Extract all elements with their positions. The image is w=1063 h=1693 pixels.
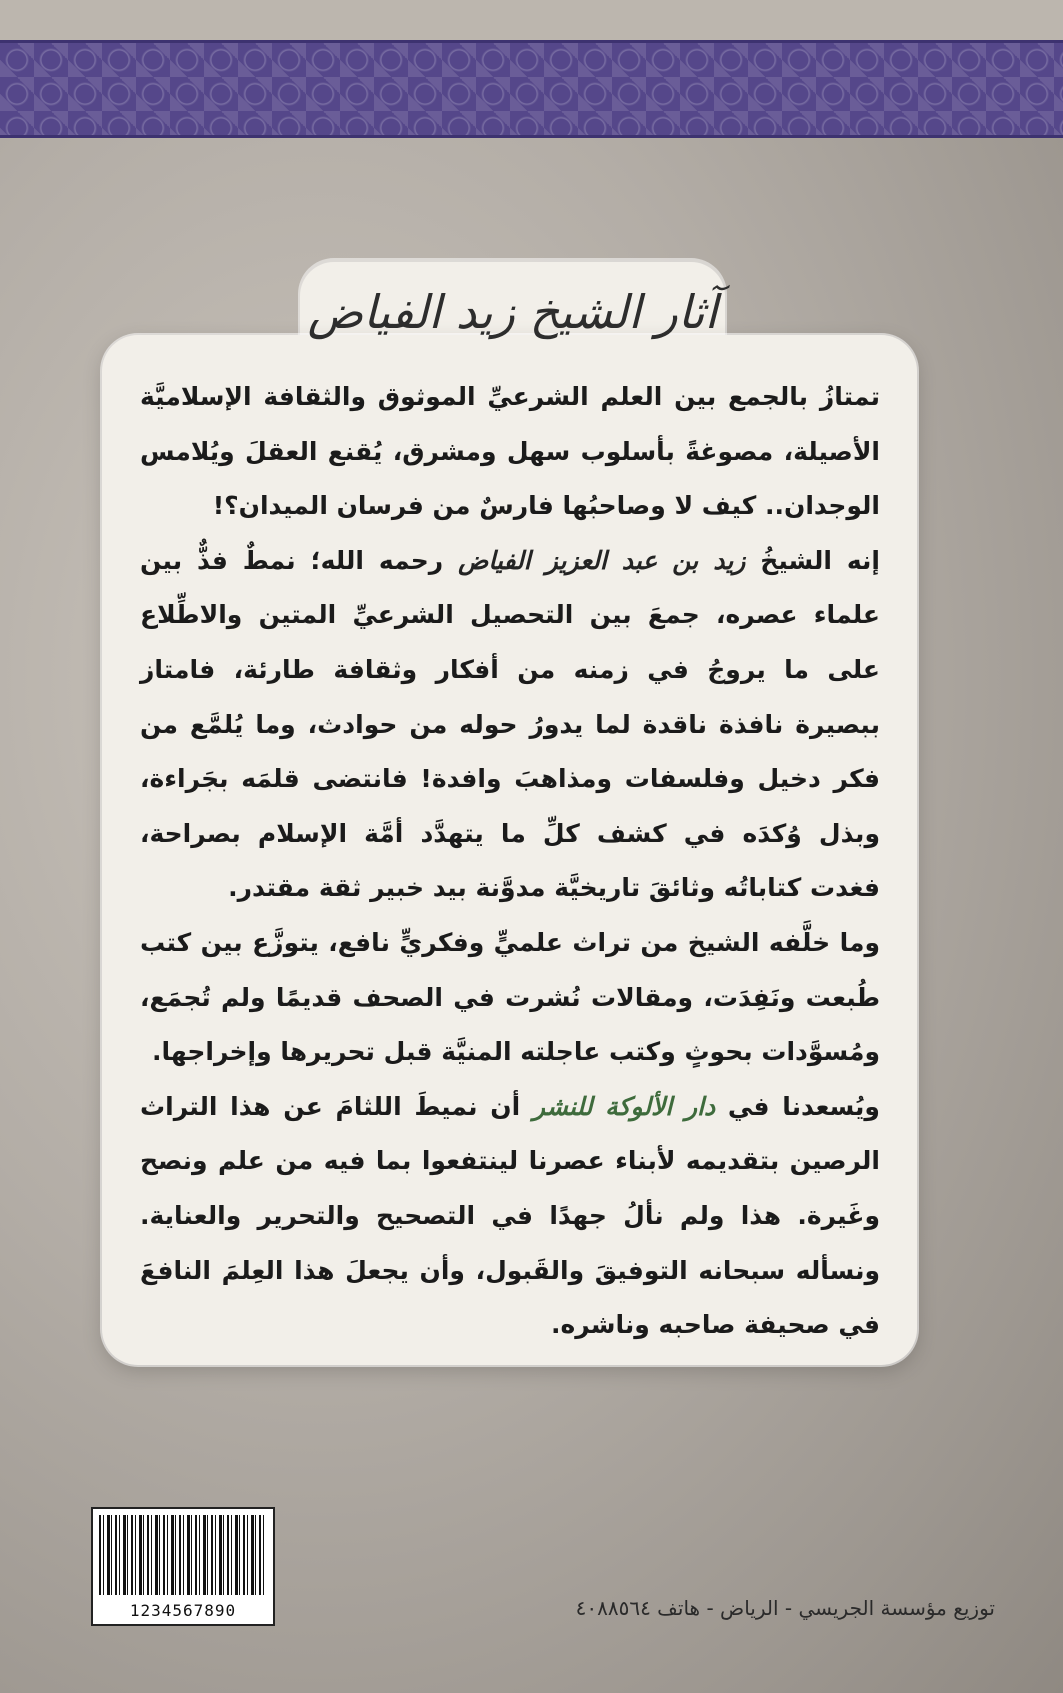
paragraph-4-lead: ويُسعدنا في <box>727 1091 880 1121</box>
barcode-bars <box>99 1515 267 1595</box>
paragraph-4-rest: أن نميطَ اللثامَ عن هذا التراث الرصين بتقديمه لأبناء عصرنا لينتفعوا بما فيه من علم ونصح وغَيرة. هذا ولم نألُ جهدًا في التصحيح والتحرير والعناية. ونسأله سبحانه التوفيقَ والقَبول، وأن يجعلَ هذا العِلمَ النافعَ في صحيفة صاحبه وناشره. <box>140 1091 880 1340</box>
distribution-info: توزيع مؤسسة الجريسي - الرياض - هاتف ٤٠٨٨٥٦٤ <box>575 1596 995 1620</box>
author-name: زيد بن عبد العزيز الفياض <box>458 545 746 575</box>
paragraph-4 <box>140 1080 880 1353</box>
decorative-pattern-band <box>0 40 1063 138</box>
paragraph-1: تمتازُ بالجمع بين العلم الشرعيِّ الموثوق والثقافة الإسلاميَّة الأصيلة، مصوغةً بأسلوب سهل ومشرق، يُقنع العقلَ ويُلامس الوجدان.. كيف لا وصاحبُها فارسٌ من فرسان الميدان؟! <box>140 382 880 521</box>
paragraph-2-rest: رحمه الله؛ نمطٌ فذٌّ بين علماء عصره، جمعَ بين التحصيل الشرعيِّ المتين والاطِّلاع على ما يروجُ في زمنه من أفكار وثقافة طارئة، فامتاز ببصيرة نافذة ناقدة لما يدورُ حوله من حوادث، وما يُلمَّع من فكر دخيل وفلسفات ومذاهبَ وافدة! فانتضى قلمَه بجَراءة، وبذل وُكدَه في كشف كلِّ ما يتهدَّد أمَّة الإسلام بصراحة، فغدت كتاباتُه وثائقَ تاريخيَّة مدوَّنة بيد خبير ثقة مقتدر. <box>140 545 880 903</box>
paragraph-3: وما خلَّفه الشيخ من تراث علميٍّ وفكريٍّ نافع، يتوزَّع بين كتب طُبعت ونَفِدَت، ومقالات نُشرت في الصحف قديمًا ولم تُجمَع، ومُسوَّدات بحوثٍ وكتب عاجلته المنيَّة قبل تحريرها وإخراجها. <box>140 927 880 1067</box>
publisher-logo-text: دار الألوكة للنشر <box>532 1091 716 1121</box>
top-margin <box>0 0 1063 40</box>
barcode <box>91 1507 275 1626</box>
series-title: آثار الشيخ زيد الفياض <box>307 285 718 339</box>
cover-blurb <box>140 370 880 1353</box>
paragraph-2-lead: إنه الشيخُ <box>760 545 880 575</box>
paragraph-2 <box>140 534 880 916</box>
barcode-number: 1234567890 <box>129 1601 237 1620</box>
